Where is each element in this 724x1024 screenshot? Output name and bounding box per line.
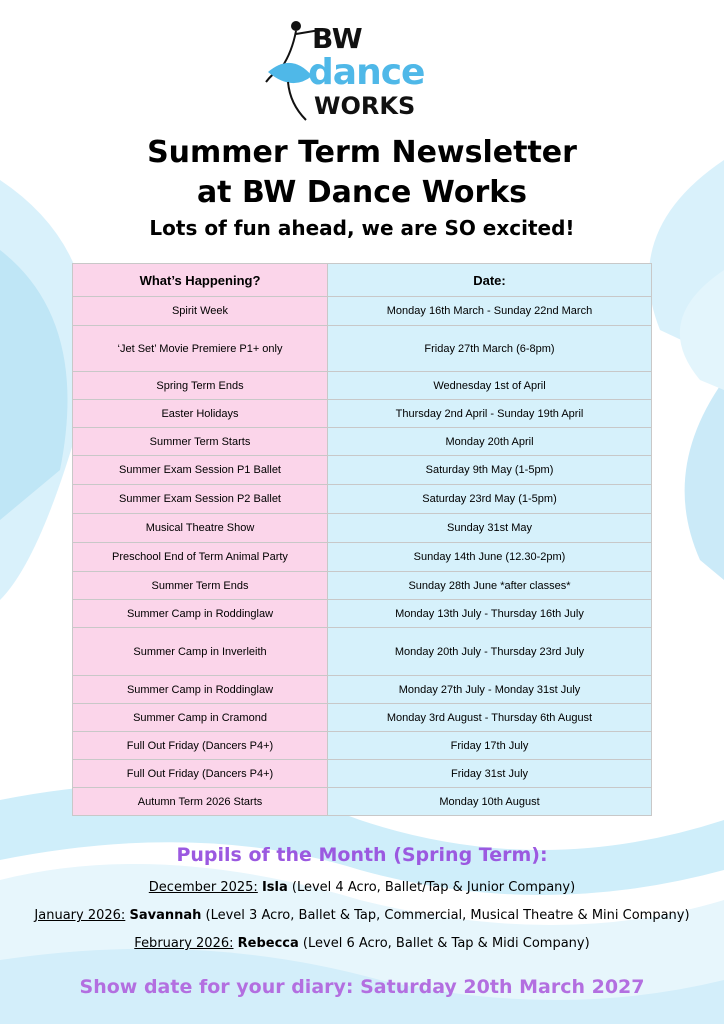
event-cell: ‘Jet Set’ Movie Premiere P1+ only: [73, 326, 328, 372]
logo-text-works: WORKS: [314, 92, 416, 120]
table-row: [73, 788, 652, 816]
event-cell: Summer Camp in Roddinglaw: [73, 600, 328, 628]
date-cell: Monday 10th August: [328, 788, 652, 816]
date-cell: Thursday 2nd April - Sunday 19th April: [328, 400, 652, 428]
table-row: [73, 704, 652, 732]
event-cell: Full Out Friday (Dancers P4+): [73, 732, 328, 760]
date-cell: Monday 16th March - Sunday 22nd March: [328, 297, 652, 326]
header-whats-happening: What’s Happening?: [73, 264, 328, 297]
event-cell: Spirit Week: [73, 297, 328, 326]
date-cell: Saturday 9th May (1-5pm): [328, 456, 652, 485]
event-cell: Full Out Friday (Dancers P4+): [73, 760, 328, 788]
date-cell: Saturday 23rd May (1-5pm): [328, 485, 652, 514]
pupil-month: December 2025:: [148, 880, 258, 895]
header-date: Date:: [328, 264, 652, 297]
table-row: [73, 428, 652, 456]
event-cell: Summer Exam Session P1 Ballet: [73, 456, 328, 485]
table-row: [73, 514, 652, 543]
table-row: [73, 400, 652, 428]
table-row: [73, 297, 652, 326]
event-cell: Autumn Term 2026 Starts: [73, 788, 328, 816]
pupil-detail: (Level 6 Acro, Ballet & Tap & Midi Company): [302, 936, 590, 951]
date-cell: Sunday 14th June (12.30-2pm): [328, 543, 652, 572]
date-cell: Friday 31st July: [328, 760, 652, 788]
pupil-detail: (Level 3 Acro, Ballet & Tap, Commercial, Musical Theatre & Mini Company): [205, 908, 690, 923]
table-row: [73, 732, 652, 760]
table-row: [73, 372, 652, 400]
date-cell: Wednesday 1st of April: [328, 372, 652, 400]
table-row: [73, 628, 652, 676]
date-cell: Monday 20th July - Thursday 23rd July: [328, 628, 652, 676]
table-row: [73, 572, 652, 600]
logo-text-dance: dance: [308, 52, 425, 93]
date-cell: Monday 3rd August - Thursday 6th August: [328, 704, 652, 732]
pupil-entry: [0, 936, 724, 951]
pupil-month: January 2026:: [34, 908, 126, 923]
date-cell: Friday 17th July: [328, 732, 652, 760]
table-row: [73, 326, 652, 372]
date-cell: Friday 27th March (6-8pm): [328, 326, 652, 372]
event-cell: Spring Term Ends: [73, 372, 328, 400]
pupil-name: Savannah: [129, 908, 202, 923]
date-cell: Sunday 28th June *after classes*: [328, 572, 652, 600]
show-date: Show date for your diary: Saturday 20th March 2027: [79, 976, 645, 998]
page-title-line2: at BW Dance Works: [196, 175, 528, 210]
tagline: Lots of fun ahead, we are SO excited!: [149, 216, 575, 240]
table-row: [73, 600, 652, 628]
date-cell: Monday 13th July - Thursday 16th July: [328, 600, 652, 628]
logo-text-bw: BW: [312, 22, 363, 55]
pupils-heading: Pupils of the Month (Spring Term):: [176, 844, 548, 866]
date-cell: Sunday 31st May: [328, 514, 652, 543]
events-table: [72, 263, 652, 816]
table-row: [73, 676, 652, 704]
pupil-name: Isla: [261, 880, 288, 895]
page-title-line1: Summer Term Newsletter: [147, 135, 577, 170]
date-cell: Monday 27th July - Monday 31st July: [328, 676, 652, 704]
event-cell: Easter Holidays: [73, 400, 328, 428]
event-cell: Summer Term Starts: [73, 428, 328, 456]
event-cell: Preschool End of Term Animal Party: [73, 543, 328, 572]
pupil-detail: (Level 4 Acro, Ballet/Tap & Junior Company): [291, 880, 576, 895]
event-cell: Summer Camp in Cramond: [73, 704, 328, 732]
event-cell: Musical Theatre Show: [73, 514, 328, 543]
table-row: [73, 760, 652, 788]
table-row: [73, 456, 652, 485]
pupil-name: Rebecca: [237, 936, 299, 951]
event-cell: Summer Camp in Inverleith: [73, 628, 328, 676]
pupil-month: February 2026:: [134, 936, 234, 951]
date-cell: Monday 20th April: [328, 428, 652, 456]
table-header-row: [73, 264, 652, 297]
table-row: [73, 485, 652, 514]
pupil-entry: [0, 908, 724, 923]
event-cell: Summer Term Ends: [73, 572, 328, 600]
brand-logo: [262, 12, 432, 124]
table-row: [73, 543, 652, 572]
pupil-entry: [0, 880, 724, 895]
event-cell: Summer Exam Session P2 Ballet: [73, 485, 328, 514]
event-cell: Summer Camp in Roddinglaw: [73, 676, 328, 704]
